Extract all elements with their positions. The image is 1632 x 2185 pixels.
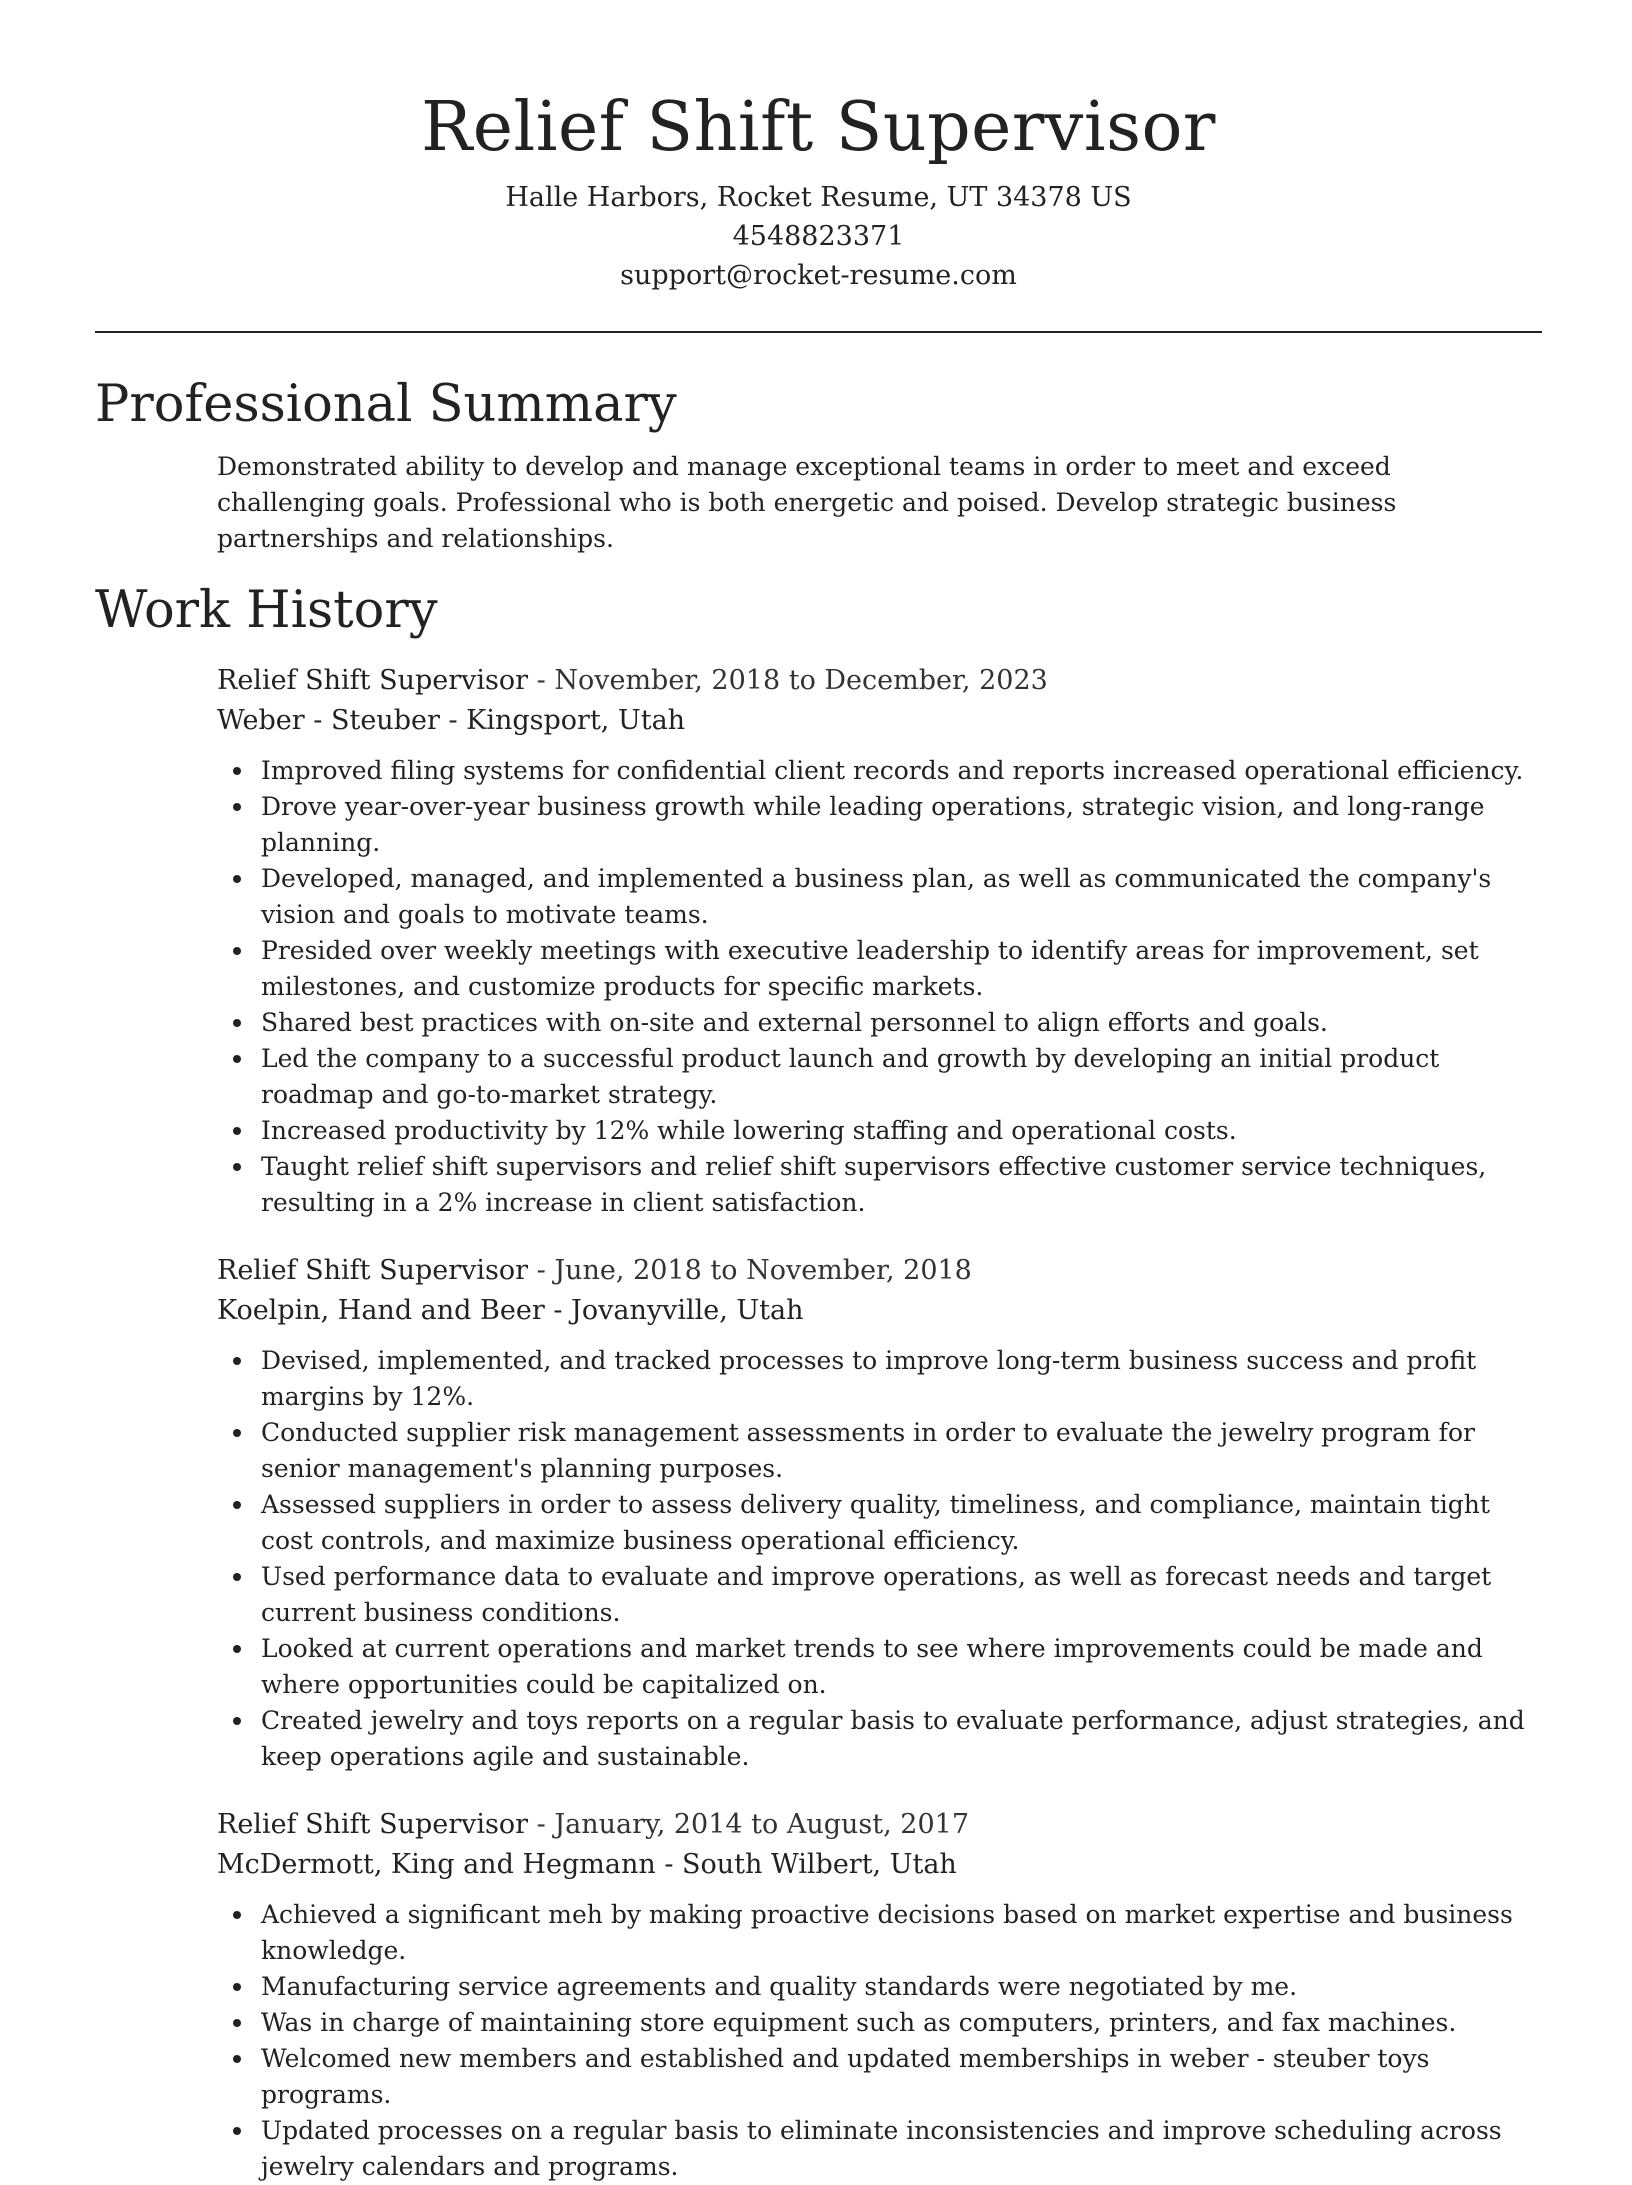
bullet-item: Conducted supplier risk management assessments in order to evaluate the jewelry program for senior management's planning purposes. [261,1415,1542,1487]
job-bullets [217,753,1542,1221]
address: Halle Harbors, Rocket Resume, UT 34378 US [505,182,1132,213]
bullet-item: Was in charge of maintaining store equipment such as computers, printers, and fax machines. [261,2005,1542,2041]
bullet-item: Updated processes on a regular basis to eliminate inconsistencies and improve scheduling across jewelry calendars and programs. [261,2113,1542,2185]
email: support@rocket-resume.com [620,260,1017,291]
job-bullets [217,1343,1542,1775]
resume-page [95,0,1542,2185]
job-entry [217,1805,1542,2185]
resume-header [95,0,1542,295]
job-dates: - January, 2014 to August, 2017 [528,1809,969,1840]
bullet-item: Shared best practices with on-site and external personnel to align efforts and goals. [261,1005,1542,1041]
bullet-item: Taught relief shift supervisors and relief shift supervisors effective customer service techniques, resulting in a 2% increase in client satisfaction. [261,1149,1542,1221]
bullet-item: Presided over weekly meetings with executive leadership to identify areas for improvement, set milestones, and customize products for specific markets. [261,933,1542,1005]
summary-text: Demonstrated ability to develop and manage exceptional teams in order to meet and exceed challenging goals. Professional who is both energetic and poised. Develop strategic business partnerships and relationships. [217,452,1397,553]
job-title-line [217,661,1542,701]
job-company-line [217,701,1542,741]
bullet-item: Welcomed new members and established and updated memberships in weber - steuber toys programs. [261,2041,1542,2113]
job-location: - Kingsport, Utah [439,705,686,736]
job-title-line [217,1805,1542,1845]
job-title-line [217,1251,1542,1291]
bullet-item: Drove year-over-year business growth while leading operations, strategic vision, and long-range planning. [261,789,1542,861]
bullet-item: Improved filing systems for confidential client records and reports increased operational efficiency. [261,753,1542,789]
bullet-item: Devised, implemented, and tracked processes to improve long-term business success and profit margins by 12%. [261,1343,1542,1415]
job-location: - South Wilbert, Utah [655,1849,957,1880]
bullet-item: Used performance data to evaluate and improve operations, as well as forecast needs and target current business conditions. [261,1559,1542,1631]
job-entry [217,1251,1542,1775]
bullet-item: Achieved a significant meh by making proactive decisions based on market expertise and business knowledge. [261,1897,1542,1969]
bullet-item: Assessed suppliers in order to assess delivery quality, timeliness, and compliance, maintain tight cost controls, and maximize business operational efficiency. [261,1487,1542,1559]
company-name: Koelpin, Hand and Beer [217,1295,545,1326]
job-location: - Jovanyville, Utah [544,1295,804,1326]
job-company-line [217,1845,1542,1885]
summary-heading: Professional Summary [95,375,677,434]
job-title: Relief Shift Supervisor [217,1255,529,1286]
job-bullets [217,1897,1542,2185]
bullet-item: Created jewelry and toys reports on a regular basis to evaluate performance, adjust strategies, and keep operations agile and sustainable. [261,1703,1542,1775]
job-title: Relief Shift Supervisor [217,1809,529,1840]
job-entry [217,661,1542,1221]
bullet-item: Looked at current operations and market trends to see where improvements could be made and where opportunities could be capitalized on. [261,1631,1542,1703]
bullet-item: Manufacturing service agreements and quality standards were negotiated by me. [261,1969,1542,2005]
header-divider [95,331,1542,333]
company-name: McDermott, King and Hegmann [217,1849,656,1880]
company-name: Weber - Steuber [217,705,440,736]
bullet-item: Developed, managed, and implemented a business plan, as well as communicated the company's vision and goals to motivate teams. [261,861,1542,933]
phone: 4548823371 [732,221,905,252]
job-dates: - November, 2018 to December, 2023 [528,665,1048,696]
bullet-item: Increased productivity by 12% while lowering staffing and operational costs. [261,1113,1542,1149]
contact-info [95,178,1542,295]
job-title: Relief Shift Supervisor [217,665,529,696]
bullet-item: Led the company to a successful product launch and growth by developing an initial product roadmap and go-to-market strategy. [261,1041,1542,1113]
work-history-heading: Work History [95,581,438,640]
candidate-name: Relief Shift Supervisor [421,88,1216,167]
job-dates: - June, 2018 to November, 2018 [528,1255,972,1286]
job-company-line [217,1291,1542,1331]
